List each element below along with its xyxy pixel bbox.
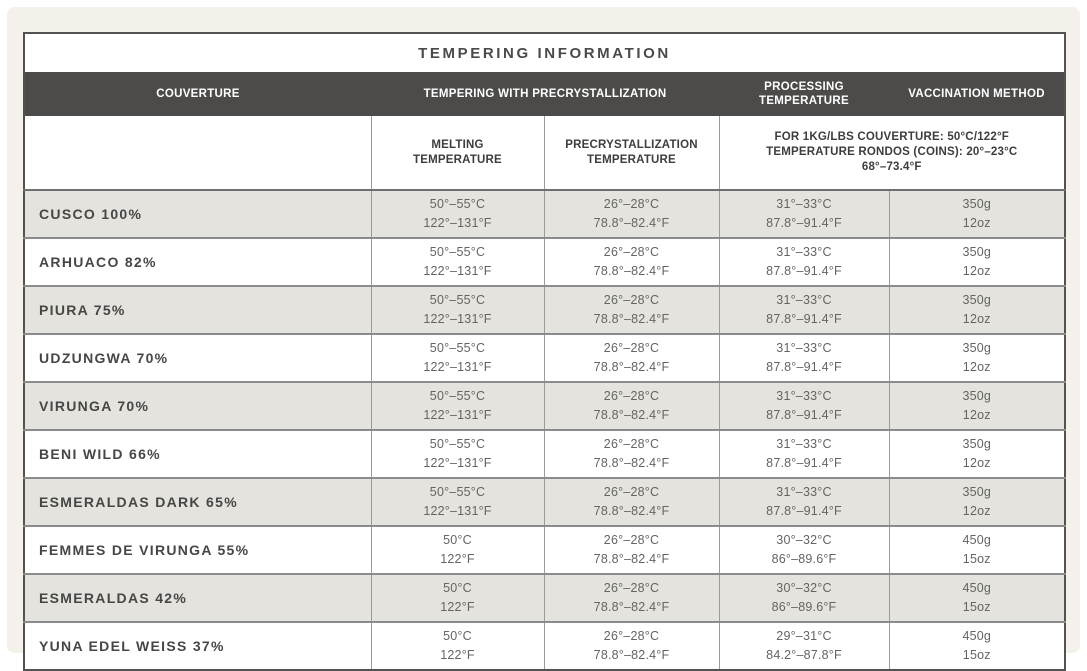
table-row xyxy=(24,238,1065,286)
value-line: 12oz xyxy=(962,408,991,422)
couverture-name-cell: CUSCO 100% xyxy=(24,190,371,238)
processing-cell xyxy=(719,382,889,430)
value-line: 31°–33°C xyxy=(776,389,832,403)
processing-cell xyxy=(719,238,889,286)
couverture-name-cell: ARHUACO 82% xyxy=(24,238,371,286)
value-line: 122°–131°F xyxy=(423,504,492,518)
subheader-note-line: TEMPERATURE RONDOS (COINS): 20°–23°C xyxy=(766,146,1018,158)
vaccination-cell xyxy=(889,622,1065,670)
subheader-melting xyxy=(371,116,544,190)
value-line: 50°–55°C xyxy=(429,389,486,403)
value-line: 15oz xyxy=(962,552,991,566)
value-line: 78.8°–82.4°F xyxy=(593,312,670,326)
value-line: 450g xyxy=(962,629,992,643)
subheader-empty-cell xyxy=(24,116,371,190)
value-line: 87.8°–91.4°F xyxy=(766,264,842,278)
precrystallization-cell xyxy=(544,190,719,238)
value-line: 450g xyxy=(962,581,992,595)
value-line: 87.8°–91.4°F xyxy=(766,360,842,374)
melting-cell xyxy=(371,478,544,526)
column-header-label: COUVERTURE xyxy=(156,88,240,100)
subheader-note-line: 68°–73.4°F xyxy=(861,161,922,173)
value-line: 50°–55°C xyxy=(429,485,486,499)
value-line: 350g xyxy=(962,245,992,259)
melting-cell xyxy=(371,526,544,574)
value-line: 122°F xyxy=(440,648,475,662)
table-row xyxy=(24,334,1065,382)
value-line: 122°F xyxy=(440,600,475,614)
tempering-table-container xyxy=(23,32,1066,671)
table-row xyxy=(24,574,1065,622)
subheader-note-line: FOR 1KG/LBS COUVERTURE: 50°C/122°F xyxy=(774,131,1010,143)
melting-cell xyxy=(371,574,544,622)
melting-cell xyxy=(371,238,544,286)
value-line: 350g xyxy=(962,485,992,499)
couverture-name-cell: PIURA 75% xyxy=(24,286,371,334)
value-line: 31°–33°C xyxy=(776,437,832,451)
processing-cell xyxy=(719,286,889,334)
value-line: 50°C xyxy=(443,581,472,595)
value-line: 26°–28°C xyxy=(603,245,660,259)
value-line: 87.8°–91.4°F xyxy=(766,312,842,326)
vaccination-cell xyxy=(889,526,1065,574)
value-line: 78.8°–82.4°F xyxy=(593,456,670,470)
precrystallization-cell xyxy=(544,622,719,670)
vaccination-cell xyxy=(889,334,1065,382)
value-line: 350g xyxy=(962,389,992,403)
melting-cell xyxy=(371,190,544,238)
vaccination-cell xyxy=(889,430,1065,478)
value-line: 26°–28°C xyxy=(603,293,660,307)
value-line: 87.8°–91.4°F xyxy=(766,216,842,230)
value-line: 26°–28°C xyxy=(603,341,660,355)
value-line: 78.8°–82.4°F xyxy=(593,360,670,374)
precrystallization-cell xyxy=(544,478,719,526)
table-row xyxy=(24,478,1065,526)
couverture-name-cell: FEMMES DE VIRUNGA 55% xyxy=(24,526,371,574)
column-header-processing xyxy=(719,72,889,116)
processing-cell xyxy=(719,190,889,238)
value-line: 26°–28°C xyxy=(603,389,660,403)
processing-cell xyxy=(719,478,889,526)
value-line: 12oz xyxy=(962,504,991,518)
value-line: 30°–32°C xyxy=(776,581,832,595)
processing-cell xyxy=(719,622,889,670)
couverture-name-cell: YUNA EDEL WEISS 37% xyxy=(24,622,371,670)
value-line: 26°–28°C xyxy=(603,437,660,451)
vaccination-cell xyxy=(889,238,1065,286)
value-line: 50°–55°C xyxy=(429,341,486,355)
subheader-precrystallization xyxy=(544,116,719,190)
value-line: 350g xyxy=(962,437,992,451)
value-line: 31°–33°C xyxy=(776,245,832,259)
tempering-table xyxy=(23,32,1066,671)
value-line: 122°F xyxy=(440,552,475,566)
melting-cell xyxy=(371,430,544,478)
couverture-name-cell: VIRUNGA 70% xyxy=(24,382,371,430)
processing-cell xyxy=(719,334,889,382)
table-row xyxy=(24,286,1065,334)
value-line: 12oz xyxy=(962,216,991,230)
melting-cell xyxy=(371,622,544,670)
vaccination-cell xyxy=(889,190,1065,238)
precrystallization-cell xyxy=(544,430,719,478)
value-line: 26°–28°C xyxy=(603,629,660,643)
value-line: 78.8°–82.4°F xyxy=(593,600,670,614)
table-title-row xyxy=(24,33,1065,72)
subheader-row xyxy=(24,116,1065,190)
vaccination-cell xyxy=(889,382,1065,430)
melting-cell xyxy=(371,334,544,382)
table-row xyxy=(24,526,1065,574)
value-line: 122°–131°F xyxy=(423,456,492,470)
value-line: 78.8°–82.4°F xyxy=(593,408,670,422)
value-line: 50°–55°C xyxy=(429,197,486,211)
value-line: 122°–131°F xyxy=(423,408,492,422)
value-line: 12oz xyxy=(962,360,991,374)
value-line: 12oz xyxy=(962,456,991,470)
value-line: 15oz xyxy=(962,648,991,662)
couverture-name-cell: ESMERALDAS 42% xyxy=(24,574,371,622)
value-line: 86°–89.6°F xyxy=(771,600,837,614)
value-line: 12oz xyxy=(962,264,991,278)
column-header-line: TEMPERATURE xyxy=(759,95,849,107)
processing-cell xyxy=(719,574,889,622)
precrystallization-cell xyxy=(544,286,719,334)
column-header-couverture xyxy=(24,72,371,116)
value-line: 87.8°–91.4°F xyxy=(766,408,842,422)
value-line: 50°–55°C xyxy=(429,437,486,451)
vaccination-cell xyxy=(889,478,1065,526)
subheader-line: PRECRYSTALLIZATION xyxy=(565,138,698,151)
melting-cell xyxy=(371,382,544,430)
value-line: 350g xyxy=(962,341,992,355)
melting-cell xyxy=(371,286,544,334)
couverture-name-cell: UDZUNGWA 70% xyxy=(24,334,371,382)
page-background xyxy=(7,7,1080,662)
table-body xyxy=(24,190,1065,670)
value-line: 26°–28°C xyxy=(603,533,660,547)
subheader-line: MELTING xyxy=(431,138,484,151)
column-header-line: PROCESSING xyxy=(764,81,844,93)
precrystallization-cell xyxy=(544,526,719,574)
value-line: 350g xyxy=(962,197,992,211)
table-title: TEMPERING INFORMATION xyxy=(24,33,1065,72)
couverture-name-cell: BENI WILD 66% xyxy=(24,430,371,478)
value-line: 78.8°–82.4°F xyxy=(593,264,670,278)
value-line: 29°–31°C xyxy=(776,629,832,643)
value-line: 50°–55°C xyxy=(429,293,486,307)
column-header-row xyxy=(24,72,1065,116)
precrystallization-cell xyxy=(544,238,719,286)
value-line: 31°–33°C xyxy=(776,485,832,499)
value-line: 122°–131°F xyxy=(423,216,492,230)
precrystallization-cell xyxy=(544,334,719,382)
precrystallization-cell xyxy=(544,382,719,430)
value-line: 86°–89.6°F xyxy=(771,552,837,566)
table-row xyxy=(24,190,1065,238)
value-line: 31°–33°C xyxy=(776,293,832,307)
value-line: 26°–28°C xyxy=(603,485,660,499)
subheader-line: TEMPERATURE xyxy=(587,153,676,166)
value-line: 122°–131°F xyxy=(423,312,492,326)
column-header-vaccination xyxy=(889,72,1065,116)
value-line: 50°C xyxy=(443,533,472,547)
couverture-name-cell: ESMERALDAS DARK 65% xyxy=(24,478,371,526)
value-line: 78.8°–82.4°F xyxy=(593,504,670,518)
table-row xyxy=(24,430,1065,478)
subheader-line: TEMPERATURE xyxy=(413,153,502,166)
value-line: 12oz xyxy=(962,312,991,326)
value-line: 84.2°–87.8°F xyxy=(766,648,842,662)
value-line: 15oz xyxy=(962,600,991,614)
column-header-label: TEMPERING WITH PRECRYSTALLIZATION xyxy=(423,88,667,100)
value-line: 78.8°–82.4°F xyxy=(593,216,670,230)
column-header-label: VACCINATION METHOD xyxy=(908,88,1045,100)
vaccination-cell xyxy=(889,286,1065,334)
processing-cell xyxy=(719,526,889,574)
value-line: 31°–33°C xyxy=(776,197,832,211)
subheader-note xyxy=(719,116,1065,190)
value-line: 26°–28°C xyxy=(603,581,660,595)
value-line: 50°–55°C xyxy=(429,245,486,259)
value-line: 122°–131°F xyxy=(423,360,492,374)
table-row xyxy=(24,382,1065,430)
value-line: 350g xyxy=(962,293,992,307)
precrystallization-cell xyxy=(544,574,719,622)
value-line: 78.8°–82.4°F xyxy=(593,552,670,566)
value-line: 30°–32°C xyxy=(776,533,832,547)
value-line: 26°–28°C xyxy=(603,197,660,211)
value-line: 87.8°–91.4°F xyxy=(766,456,842,470)
value-line: 450g xyxy=(962,533,992,547)
column-header-tempering xyxy=(371,72,719,116)
value-line: 122°–131°F xyxy=(423,264,492,278)
value-line: 50°C xyxy=(443,629,472,643)
vaccination-cell xyxy=(889,574,1065,622)
value-line: 78.8°–82.4°F xyxy=(593,648,670,662)
table-row xyxy=(24,622,1065,670)
value-line: 31°–33°C xyxy=(776,341,832,355)
processing-cell xyxy=(719,430,889,478)
value-line: 87.8°–91.4°F xyxy=(766,504,842,518)
